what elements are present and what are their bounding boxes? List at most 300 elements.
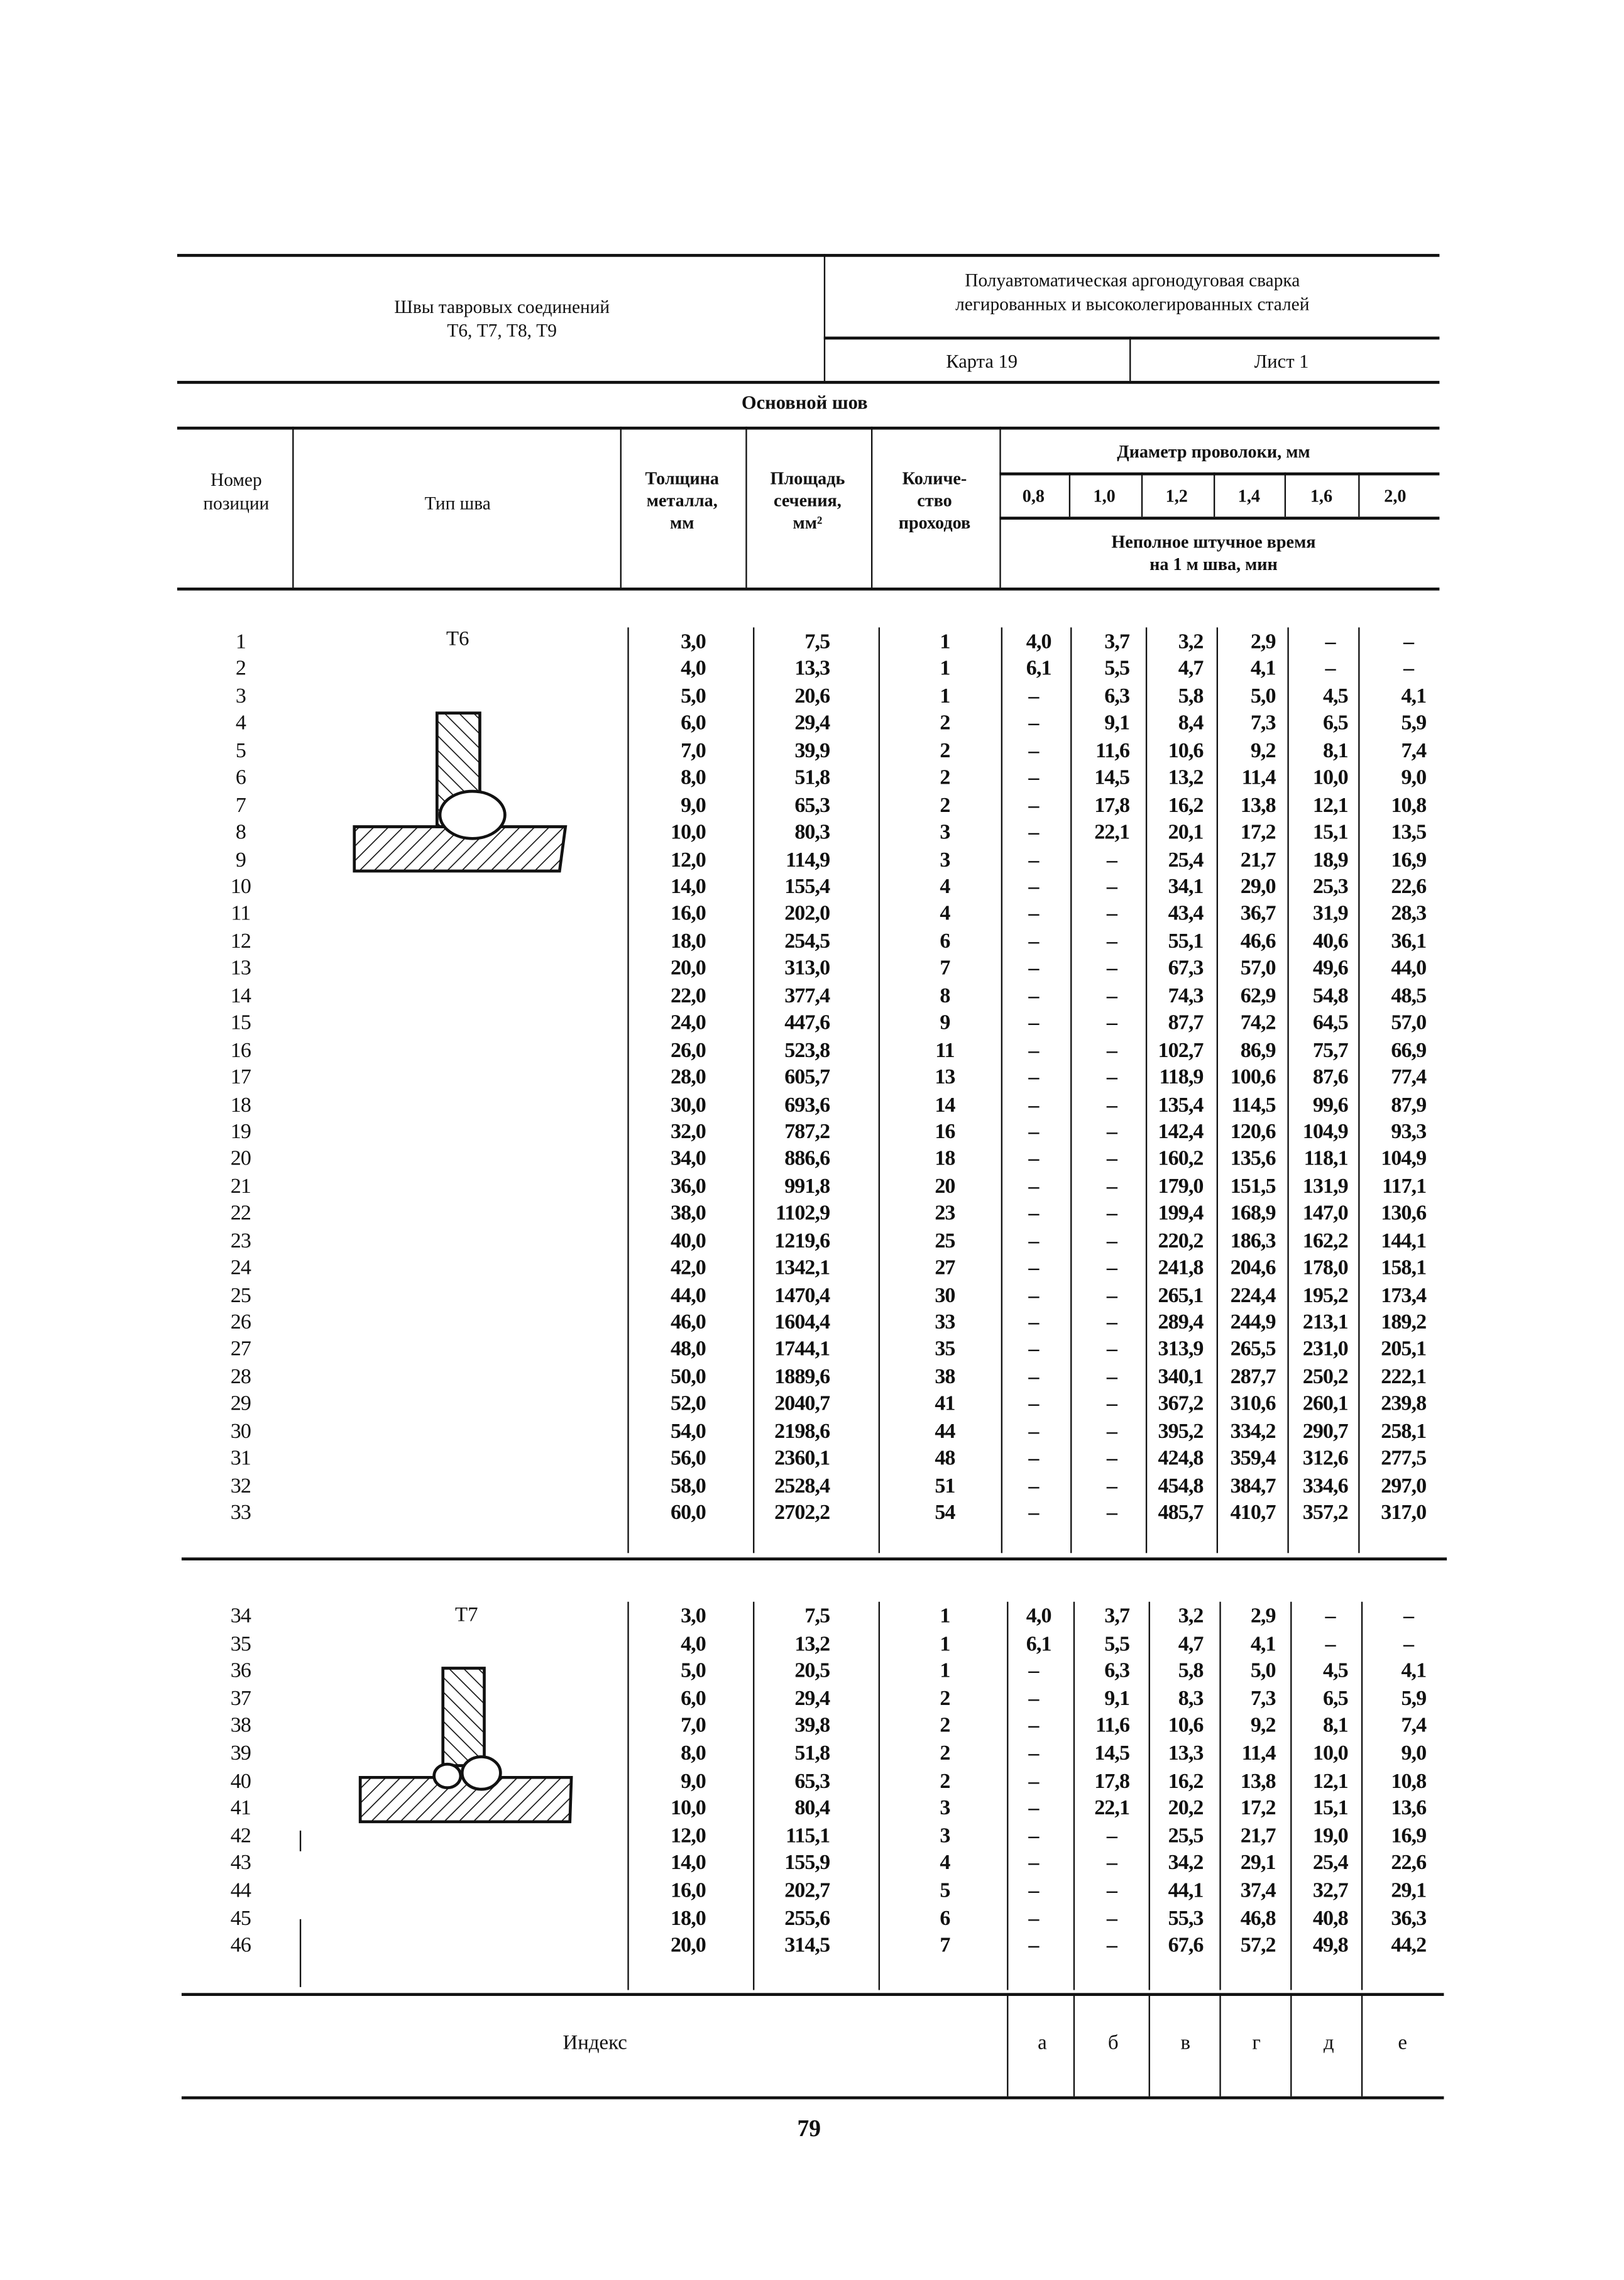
cell-d10: – — [1106, 1311, 1117, 1335]
rule — [1219, 1995, 1221, 2096]
cell-d10: – — [1106, 875, 1117, 899]
cell-d14: 21,7 — [1240, 1824, 1276, 1848]
cell-d14: 204,6 — [1230, 1256, 1276, 1280]
cell-d14: 7,3 — [1250, 711, 1276, 736]
cell-area: 115,1 — [786, 1824, 830, 1848]
cell-d14: 100,6 — [1230, 1066, 1276, 1090]
doc-title-left — [394, 297, 610, 343]
cell-d12: 454,8 — [1158, 1474, 1204, 1498]
cell-position: 43 — [230, 1851, 251, 1876]
cell-d12: 13,3 — [1168, 1741, 1204, 1766]
cell-thickness: 3,0 — [681, 630, 706, 654]
cell-d08: – — [1028, 1148, 1039, 1171]
cell-d08: – — [1028, 929, 1039, 954]
cell-d12: 179,0 — [1158, 1175, 1204, 1198]
cell-d12: 160,2 — [1158, 1148, 1204, 1171]
cell-d14: 2,9 — [1250, 630, 1276, 654]
cell-passes: 35 — [935, 1338, 955, 1362]
cell-d14: 135,6 — [1230, 1148, 1276, 1171]
rule — [1073, 1995, 1075, 2096]
cell-d10: 3,7 — [1104, 1604, 1130, 1629]
cell-thickness: 30,0 — [671, 1093, 706, 1117]
cell-d10: – — [1106, 1365, 1117, 1389]
cell-area: 1744,1 — [774, 1338, 830, 1362]
doc-title-right — [955, 270, 1309, 316]
cell-d14: 120,6 — [1230, 1120, 1276, 1144]
cell-d12: 44,1 — [1168, 1879, 1204, 1903]
cell-d10: – — [1106, 902, 1117, 926]
cell-position: 38 — [230, 1714, 251, 1738]
cell-passes: 2 — [940, 1714, 950, 1738]
cell-position: 2 — [235, 657, 246, 681]
cell-position: 30 — [230, 1420, 251, 1444]
cell-d12: 20,1 — [1168, 821, 1204, 845]
rule — [177, 254, 1439, 256]
cell-thickness: 8,0 — [681, 1741, 706, 1766]
rule — [627, 1602, 629, 1990]
cell-thickness: 20,0 — [671, 1934, 706, 1958]
cell-d08: – — [1028, 848, 1039, 872]
rule — [300, 1919, 302, 1987]
cell-d16: 4,5 — [1322, 1659, 1348, 1684]
page-number: 79 — [797, 2117, 821, 2142]
cell-d14: 4,1 — [1250, 1632, 1276, 1656]
cell-d08: – — [1028, 684, 1039, 709]
cell-d08: – — [1028, 711, 1039, 736]
col-header-passes — [899, 468, 971, 535]
cell-area: 114,9 — [786, 848, 830, 872]
cell-position: 44 — [230, 1879, 251, 1903]
cell-d20: – — [1403, 1632, 1414, 1656]
index-label: Индекс — [562, 2032, 627, 2055]
cell-d12: 16,2 — [1168, 1769, 1204, 1794]
cell-thickness: 48,0 — [671, 1338, 706, 1362]
cell-d16: 25,3 — [1312, 875, 1348, 899]
cell-d16: 32,7 — [1312, 1879, 1348, 1903]
cell-passes: 25 — [935, 1229, 955, 1253]
cell-d14: 74,2 — [1240, 1011, 1276, 1036]
cell-passes: 3 — [940, 821, 950, 845]
cell-position: 32 — [230, 1474, 251, 1498]
cell-position: 34 — [230, 1604, 251, 1629]
cell-d16: 54,8 — [1312, 984, 1348, 1008]
col-header-time — [1111, 532, 1315, 576]
cell-area: 2702,2 — [774, 1501, 830, 1525]
cell-d12: 5,8 — [1178, 684, 1204, 709]
cell-d10: – — [1106, 1392, 1117, 1417]
cell-thickness: 40,0 — [671, 1229, 706, 1253]
cell-area: 13,2 — [794, 1632, 830, 1656]
cell-passes: 20 — [935, 1175, 955, 1198]
rule — [1217, 627, 1219, 1553]
cell-area: 255,6 — [784, 1907, 830, 1931]
cell-area: 155,4 — [784, 875, 830, 899]
rule — [177, 588, 1439, 590]
cell-d08: – — [1028, 1066, 1039, 1090]
cell-area: 80,3 — [794, 821, 830, 845]
cell-d08: 6,1 — [1026, 1632, 1051, 1656]
cell-d20: 205,1 — [1381, 1338, 1427, 1362]
cell-d20: 10,8 — [1391, 793, 1427, 818]
cell-d12: 118,9 — [1159, 1066, 1204, 1090]
cell-d12: 424,8 — [1158, 1447, 1204, 1471]
cell-passes: 6 — [940, 1907, 950, 1931]
cell-passes: 4 — [940, 1851, 950, 1876]
cell-d12: 265,1 — [1158, 1283, 1204, 1308]
cell-d20: 144,1 — [1381, 1229, 1427, 1253]
cell-d08: – — [1028, 956, 1039, 981]
cell-area: 20,6 — [794, 684, 830, 709]
sheet-number: Лист 1 — [1254, 349, 1309, 372]
cell-d12: 220,2 — [1158, 1229, 1204, 1253]
cell-d08: – — [1028, 1769, 1039, 1794]
weld-type-label: Т6 — [446, 628, 469, 651]
cell-d14: 2,9 — [1250, 1604, 1276, 1629]
cell-passes: 7 — [940, 1934, 950, 1958]
cell-d14: 186,3 — [1230, 1229, 1276, 1253]
cell-passes: 16 — [935, 1120, 955, 1144]
section-title: Основной шов — [741, 391, 868, 414]
cell-d10: 5,5 — [1104, 657, 1130, 681]
header-line: на 1 м шва, мин — [1149, 553, 1278, 574]
cell-thickness: 7,0 — [681, 1714, 706, 1738]
rule — [824, 337, 1440, 339]
cell-d20: 77,4 — [1391, 1066, 1427, 1090]
cell-thickness: 10,0 — [671, 821, 706, 845]
cell-d16: 87,6 — [1312, 1066, 1348, 1090]
cell-passes: 6 — [940, 929, 950, 954]
cell-d08: – — [1028, 1093, 1039, 1117]
cell-d20: 4,1 — [1401, 1659, 1427, 1684]
cell-d20: 48,5 — [1391, 984, 1427, 1008]
col-header-weld-type: Тип шва — [424, 493, 491, 514]
cell-d12: 313,9 — [1158, 1338, 1204, 1362]
cell-d12: 67,3 — [1168, 956, 1204, 981]
cell-thickness: 44,0 — [671, 1283, 706, 1308]
cell-d10: – — [1106, 1934, 1117, 1958]
cell-d16: 290,7 — [1302, 1420, 1348, 1444]
cell-d16: 260,1 — [1302, 1392, 1348, 1417]
rule — [1141, 473, 1143, 517]
cell-d10: – — [1106, 1851, 1117, 1876]
cell-d16: 40,6 — [1312, 929, 1348, 954]
cell-area: 202,0 — [784, 902, 830, 926]
cell-d16: 231,0 — [1302, 1338, 1348, 1362]
index-letter: б — [1107, 2032, 1119, 2055]
rule — [1001, 627, 1003, 1553]
cell-d20: 87,9 — [1391, 1093, 1427, 1117]
cell-d08: – — [1028, 1687, 1039, 1711]
cell-thickness: 42,0 — [671, 1256, 706, 1280]
cell-d16: 12,1 — [1312, 793, 1348, 818]
cell-d14: 37,4 — [1240, 1879, 1276, 1903]
cell-d14: 57,0 — [1240, 956, 1276, 981]
cell-d14: 86,9 — [1240, 1038, 1276, 1063]
cell-position: 36 — [230, 1659, 251, 1684]
rule — [824, 254, 826, 381]
rule — [1070, 627, 1072, 1553]
cell-area: 20,5 — [794, 1659, 830, 1684]
cell-thickness: 5,0 — [681, 684, 706, 709]
cell-thickness: 4,0 — [681, 1632, 706, 1656]
rule — [1219, 1602, 1221, 1990]
cell-area: 13,3 — [794, 657, 830, 681]
cell-passes: 13 — [935, 1066, 955, 1090]
rule — [1290, 1602, 1292, 1990]
cell-d20: 258,1 — [1381, 1420, 1427, 1444]
cell-d08: – — [1028, 739, 1039, 764]
cell-position: 9 — [235, 848, 246, 872]
weld-type-label: Т7 — [455, 1604, 478, 1627]
cell-d10: – — [1106, 1420, 1117, 1444]
cell-d16: 18,9 — [1312, 848, 1348, 872]
cell-area: 65,3 — [794, 1769, 830, 1794]
cell-d14: 17,2 — [1240, 1797, 1276, 1821]
cell-passes: 23 — [935, 1202, 955, 1226]
cell-d20: 297,0 — [1381, 1474, 1427, 1498]
cell-passes: 4 — [940, 902, 950, 926]
cell-d20: 36,1 — [1391, 929, 1427, 954]
cell-d10: – — [1106, 1283, 1117, 1308]
cell-d08: – — [1028, 1392, 1039, 1417]
cell-d08: – — [1028, 1338, 1039, 1362]
cell-d20: 22,6 — [1391, 875, 1427, 899]
rule — [177, 427, 1439, 429]
cell-d16: 10,0 — [1312, 766, 1348, 791]
cell-thickness: 16,0 — [671, 1879, 706, 1903]
cell-position: 33 — [230, 1501, 251, 1525]
cell-d14: 11,4 — [1241, 1741, 1276, 1766]
rule — [182, 1993, 1444, 1995]
cell-d16: 195,2 — [1302, 1283, 1348, 1308]
cell-d12: 34,2 — [1168, 1851, 1204, 1876]
cell-d20: 16,9 — [1391, 1824, 1427, 1848]
rule — [745, 427, 747, 588]
cell-area: 605,7 — [784, 1066, 830, 1090]
cell-passes: 33 — [935, 1311, 955, 1335]
cell-thickness: 22,0 — [671, 984, 706, 1008]
rule — [1007, 1602, 1009, 1990]
cell-d08: – — [1028, 1038, 1039, 1063]
cell-d20: 13,6 — [1391, 1797, 1427, 1821]
cell-thickness: 4,0 — [681, 657, 706, 681]
cell-thickness: 18,0 — [671, 1907, 706, 1931]
cell-passes: 2 — [940, 766, 950, 791]
cell-d10: – — [1106, 1011, 1117, 1036]
cell-d14: 244,9 — [1230, 1311, 1276, 1335]
cell-d14: 13,8 — [1240, 1769, 1276, 1794]
cell-area: 254,5 — [784, 929, 830, 954]
header-line: металла, — [646, 490, 718, 511]
cell-d08: – — [1028, 1824, 1039, 1848]
cell-d14: 36,7 — [1240, 902, 1276, 926]
cell-d12: 241,8 — [1158, 1256, 1204, 1280]
header-line: сечения, — [774, 490, 842, 511]
cell-d10: – — [1106, 1120, 1117, 1144]
header-line: позиции — [203, 492, 270, 513]
cell-position: 11 — [231, 902, 251, 926]
cell-d20: 277,5 — [1381, 1447, 1427, 1471]
cell-passes: 1 — [940, 657, 950, 681]
cell-d16: 8,1 — [1322, 1714, 1348, 1738]
cell-passes: 41 — [935, 1392, 955, 1417]
cell-position: 23 — [230, 1229, 251, 1253]
cell-d10: 6,3 — [1104, 684, 1130, 709]
cell-d20: 173,4 — [1381, 1283, 1427, 1308]
cell-d12: 13,2 — [1168, 766, 1204, 791]
cell-area: 1604,4 — [774, 1311, 830, 1335]
rule — [620, 427, 622, 588]
cell-d14: 11,4 — [1241, 766, 1276, 791]
cell-position: 22 — [230, 1202, 251, 1226]
cell-passes: 2 — [940, 793, 950, 818]
cell-d14: 57,2 — [1240, 1934, 1276, 1958]
rule — [1285, 473, 1287, 517]
header-line: Количе- — [902, 468, 967, 489]
cell-area: 155,9 — [784, 1851, 830, 1876]
cell-d20: – — [1403, 1604, 1414, 1629]
cell-d12: 135,4 — [1158, 1093, 1204, 1117]
cell-passes: 9 — [940, 1011, 950, 1036]
cell-d12: 87,7 — [1168, 1011, 1204, 1036]
cell-d16: 357,2 — [1302, 1501, 1348, 1525]
cell-position: 14 — [230, 984, 251, 1008]
cell-thickness: 34,0 — [671, 1148, 706, 1171]
cell-d14: 359,4 — [1230, 1447, 1276, 1471]
cell-d08: – — [1028, 1447, 1039, 1471]
cell-position: 42 — [230, 1824, 251, 1848]
rule — [1358, 627, 1360, 1553]
cell-position: 1 — [235, 630, 246, 654]
cell-passes: 1 — [940, 1659, 950, 1684]
cell-d08: – — [1028, 1934, 1039, 1958]
cell-d10: 3,7 — [1104, 630, 1130, 654]
cell-d12: 199,4 — [1158, 1202, 1204, 1226]
cell-d20: 16,9 — [1391, 848, 1427, 872]
cell-d08: – — [1028, 1741, 1039, 1766]
cell-d10: – — [1106, 1447, 1117, 1471]
cell-position: 46 — [230, 1934, 251, 1958]
header-line: мм² — [793, 512, 823, 534]
cell-area: 377,4 — [784, 984, 830, 1008]
cell-d10: – — [1106, 1038, 1117, 1063]
cell-passes: 1 — [940, 684, 950, 709]
header-line: ство — [917, 490, 952, 511]
cell-d20: 189,2 — [1381, 1311, 1427, 1335]
cell-d14: 9,2 — [1250, 1714, 1276, 1738]
cell-area: 29,4 — [794, 711, 830, 736]
rule — [627, 627, 629, 1553]
cell-d12: 16,2 — [1168, 793, 1204, 818]
cell-d12: 34,1 — [1168, 875, 1204, 899]
cell-d14: 46,6 — [1240, 929, 1276, 954]
cell-d10: – — [1106, 1229, 1117, 1253]
cell-thickness: 6,0 — [681, 711, 706, 736]
cell-d08: – — [1028, 821, 1039, 845]
cell-d14: 4,1 — [1250, 657, 1276, 681]
cell-d08: – — [1028, 1256, 1039, 1280]
cell-d16: 12,1 — [1312, 1769, 1348, 1794]
cell-d08: – — [1028, 1175, 1039, 1198]
cell-d08: 6,1 — [1026, 657, 1051, 681]
cell-passes: 2 — [940, 711, 950, 736]
cell-passes: 4 — [940, 875, 950, 899]
cell-d20: 44,0 — [1391, 956, 1427, 981]
rule — [999, 427, 1001, 588]
cell-d16: 250,2 — [1302, 1365, 1348, 1389]
cell-position: 8 — [235, 821, 246, 845]
rule — [1361, 1995, 1363, 2096]
col-header-wire-diameter: Диаметр проволоки, мм — [1117, 441, 1310, 463]
cell-d10: – — [1106, 1907, 1117, 1931]
cell-d20: 5,9 — [1401, 1687, 1427, 1711]
cell-d20: 5,9 — [1401, 711, 1427, 736]
cell-d12: 10,6 — [1168, 1714, 1204, 1738]
cell-d14: 224,4 — [1230, 1283, 1276, 1308]
cell-d08: – — [1028, 1229, 1039, 1253]
cell-d10: – — [1106, 1093, 1117, 1117]
cell-position: 24 — [230, 1256, 251, 1280]
col-header-area — [770, 468, 845, 535]
cell-d10: – — [1106, 956, 1117, 981]
cell-area: 1342,1 — [774, 1256, 830, 1280]
cell-d16: 25,4 — [1312, 1851, 1348, 1876]
cell-d20: 9,0 — [1401, 1741, 1427, 1766]
cell-d10: – — [1106, 1824, 1117, 1848]
cell-d16: 8,1 — [1322, 739, 1348, 764]
cell-d08: – — [1028, 1311, 1039, 1335]
rule — [182, 2096, 1444, 2099]
cell-d10: 11,6 — [1095, 1714, 1130, 1738]
cell-d20: 93,3 — [1391, 1120, 1427, 1144]
rule — [292, 427, 294, 588]
cell-position: 39 — [230, 1741, 251, 1766]
cell-passes: 27 — [935, 1256, 955, 1280]
cell-d10: 14,5 — [1094, 1741, 1130, 1766]
cell-d14: 13,8 — [1240, 793, 1276, 818]
cell-d16: 147,0 — [1302, 1202, 1348, 1226]
cell-passes: 3 — [940, 1797, 950, 1821]
cell-d14: 5,0 — [1250, 684, 1276, 709]
cell-thickness: 46,0 — [671, 1311, 706, 1335]
cell-d08: – — [1028, 793, 1039, 818]
header-line: Номер — [211, 469, 262, 490]
cell-d12: 102,7 — [1158, 1038, 1204, 1063]
cell-d12: 5,8 — [1178, 1659, 1204, 1684]
index-letter: г — [1252, 2032, 1261, 2055]
cell-passes: 44 — [935, 1420, 955, 1444]
cell-d16: 118,1 — [1303, 1148, 1348, 1171]
cell-thickness: 36,0 — [671, 1175, 706, 1198]
cell-d10: – — [1106, 984, 1117, 1008]
cell-d16: 131,9 — [1302, 1175, 1348, 1198]
cell-d08: – — [1028, 1659, 1039, 1684]
cell-d20: 29,1 — [1391, 1879, 1427, 1903]
cell-position: 29 — [230, 1392, 251, 1417]
cell-area: 80,4 — [794, 1797, 830, 1821]
cell-d12: 67,6 — [1168, 1934, 1204, 1958]
rule — [1149, 1995, 1151, 2096]
cell-area: 2040,7 — [774, 1392, 830, 1417]
cell-d20: 22,6 — [1391, 1851, 1427, 1876]
cell-area: 65,3 — [794, 793, 830, 818]
cell-passes: 1 — [940, 1632, 950, 1656]
cell-d20: 57,0 — [1391, 1011, 1427, 1036]
header-line: Неполное штучное время — [1111, 531, 1316, 552]
cell-d20: 28,3 — [1391, 902, 1427, 926]
cell-thickness: 3,0 — [681, 1604, 706, 1629]
cell-position: 6 — [235, 766, 246, 791]
